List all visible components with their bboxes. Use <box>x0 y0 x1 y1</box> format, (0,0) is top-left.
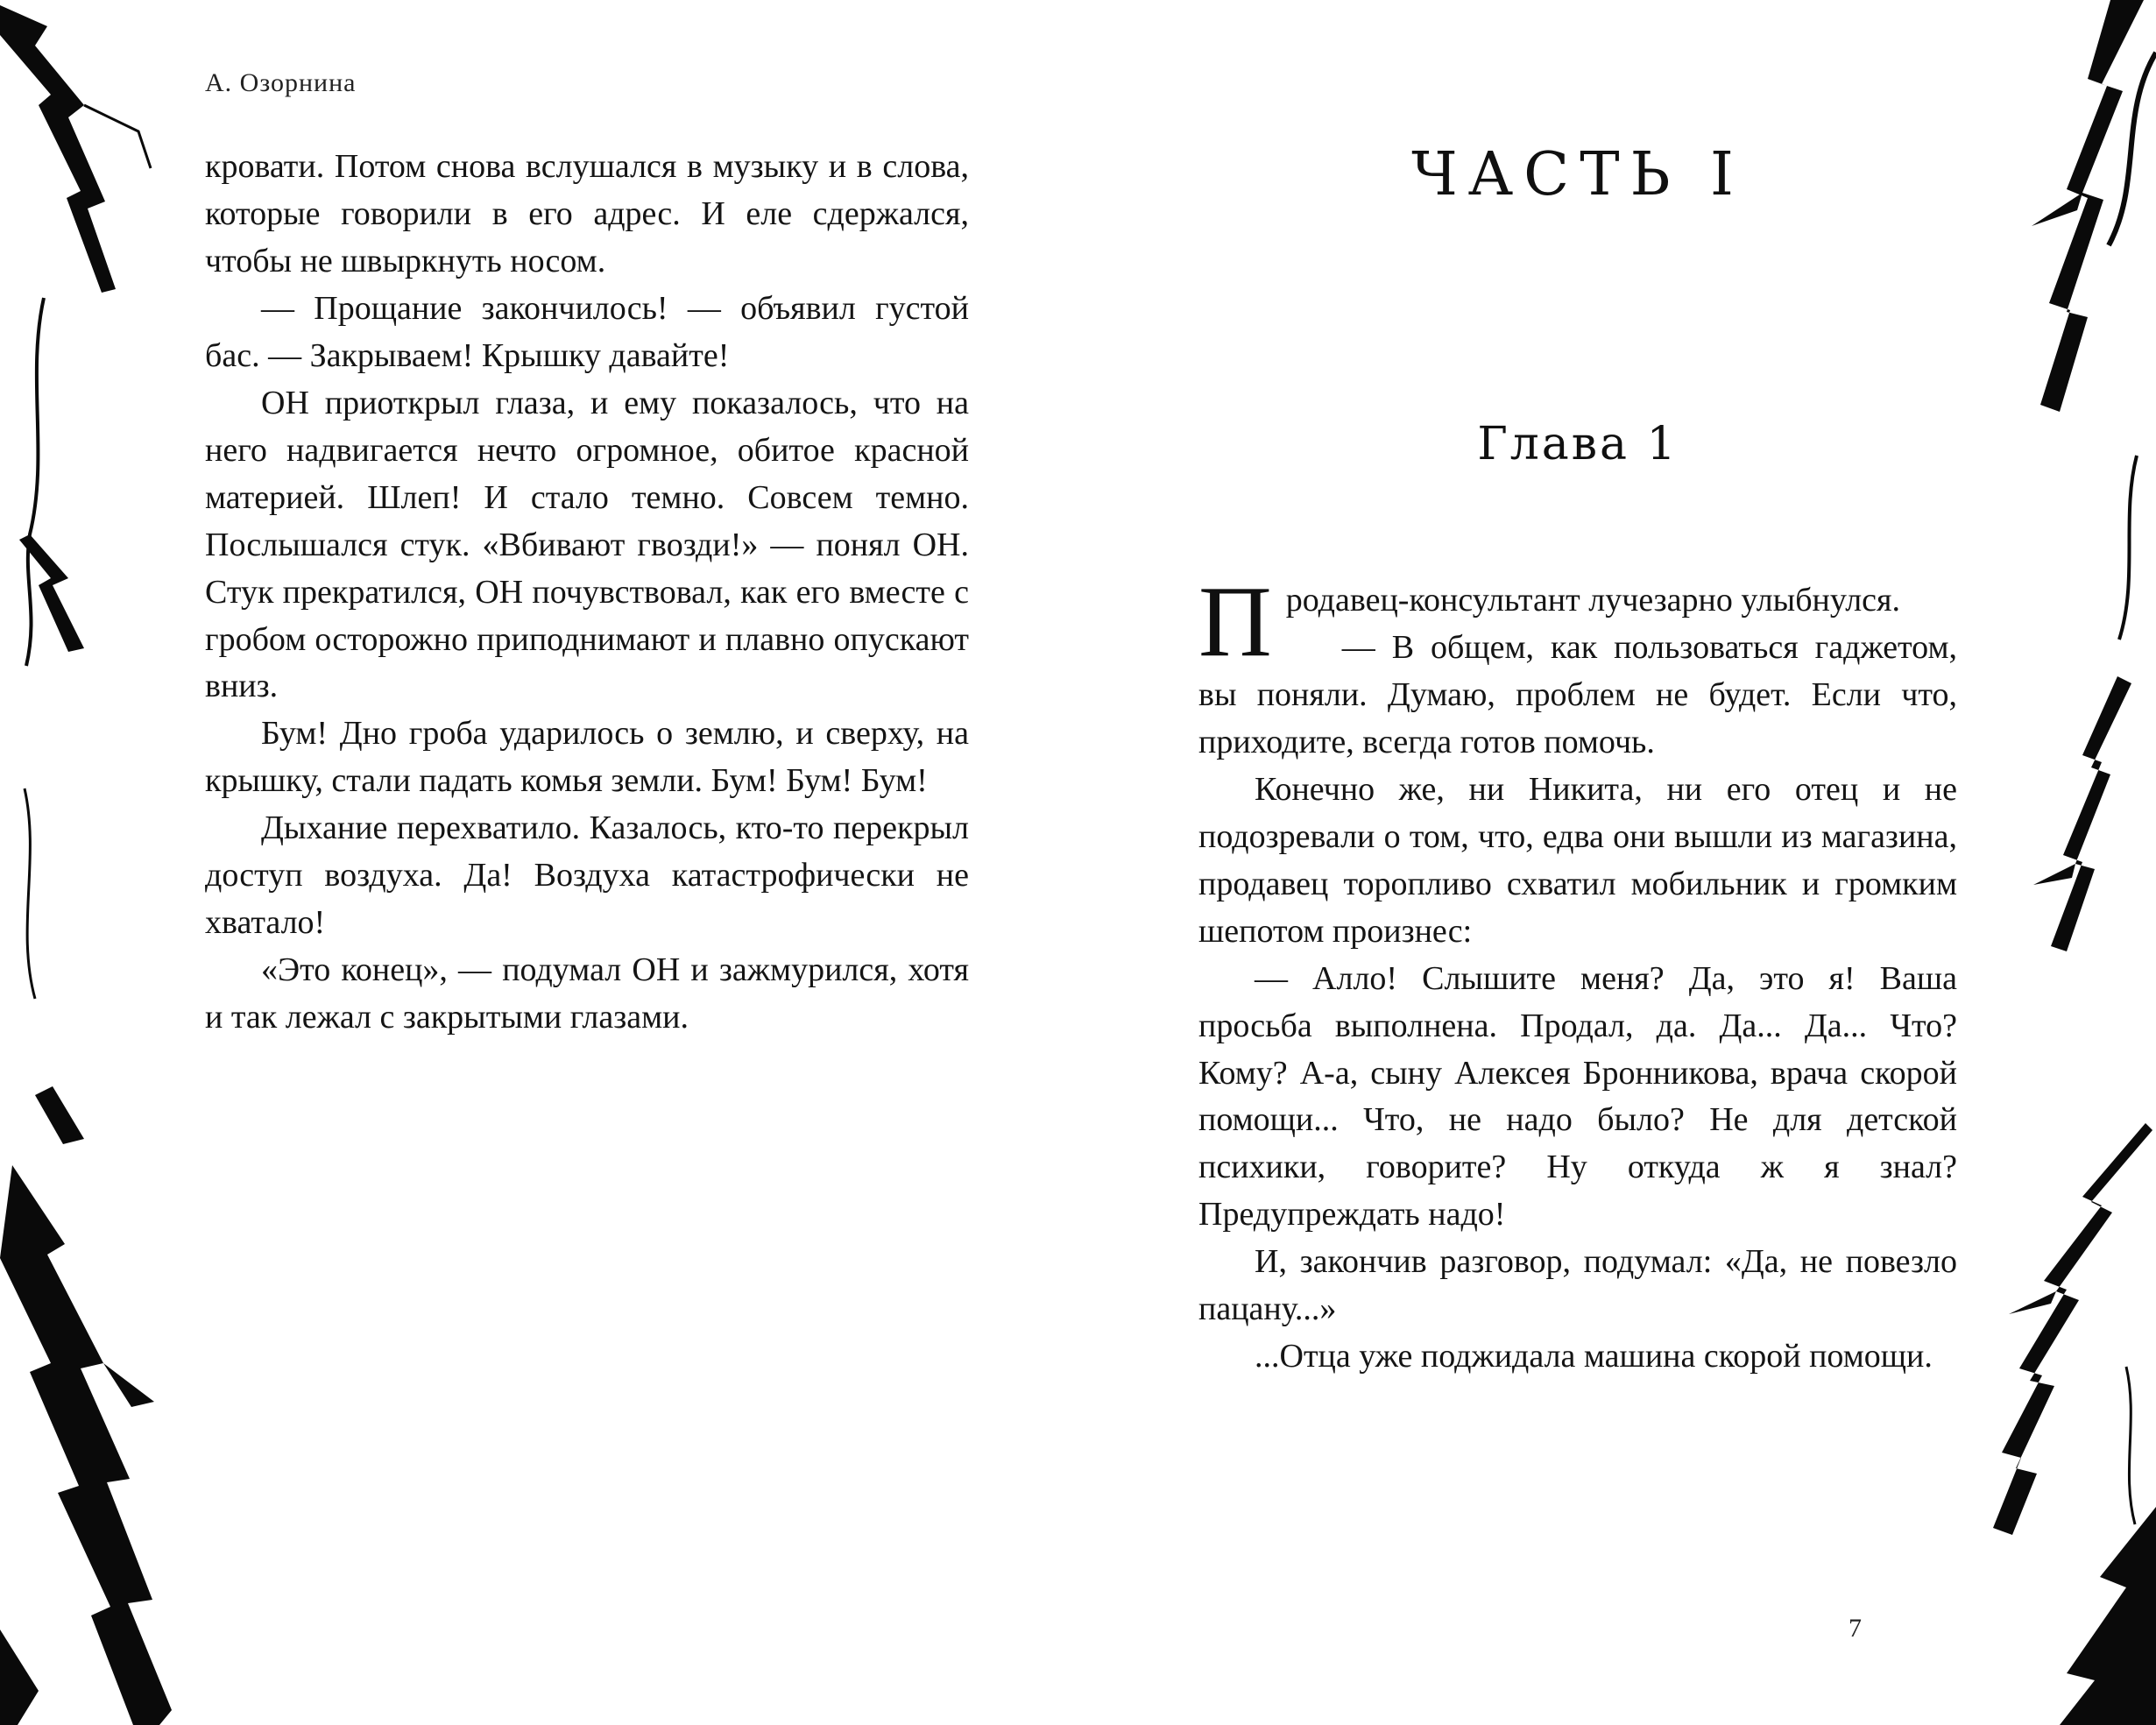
part-title: ЧАСТЬ I <box>1411 140 1744 209</box>
paragraph: ОН приоткрыл глаза, и ему показалось, что на него надвигается нечто огромное, обитое красной материей. Шлеп! И стало темно. Совсем темно. Послышался стук. «Вбивают гвозди!» — понял ОН. Стук прекратился, ОН почувствовал, как его вместе с гробом осторожно приподнимают и плавно опускают вниз. <box>205 384 969 705</box>
left-page <box>205 68 969 1042</box>
page-number: 7 <box>1849 1614 1862 1643</box>
ink-crack-decoration-left <box>0 0 210 1725</box>
opening-text: родавец-консультант лучезарно улыбнулся. <box>1285 582 1900 619</box>
paragraph: кровати. Потом снова вслушался в музыку и в слова, которые говорили в его адрес. И еле сдержался, чтобы не швыркнуть носом. <box>205 148 969 279</box>
paragraph: ...Отца уже поджидала машина скорой помощи. <box>1255 1338 1933 1375</box>
ink-crack-decoration-right <box>1928 0 2156 1725</box>
paragraph: — Прощание закончилось! — объявил густой бас. — Закрываем! Крышку давайте! <box>205 289 969 374</box>
running-head-author: А. Озорнина <box>205 68 357 97</box>
paragraph: «Это конец», — подумал ОН и зажмурился, хотя и так лежал с закрытыми глазами. <box>205 951 969 1036</box>
chapter-title: Глава 1 <box>1477 418 1679 470</box>
paragraph: И, закончив разговор, подумал: «Да, не повезло пацану...» <box>1198 1243 1957 1328</box>
paragraph: Бум! Дно гроба ударилось о землю, и сверху, на крышку, стали падать комья земли. Бум! Бум! Бум! <box>205 715 969 800</box>
paragraph: Дыхание перехватило. Казалось, кто-то перекрыл доступ воздуха. Да! Воздуха катастрофически не хватало! <box>205 809 969 942</box>
paragraph: — В общем, как пользоваться гаджетом, вы поняли. Думаю, проблем не будет. Если что, приходите, всегда готов помочь. <box>1198 628 1957 760</box>
drop-cap: П <box>1198 566 1272 678</box>
paragraph: Конечно же, ни Никита, ни его отец и не подозревали о том, что, едва они вышли из магазина, продавец торопливо схватил мобильник и громким шепотом произнес: <box>1198 770 1957 950</box>
paragraph: — Алло! Слышите меня? Да, это я! Ваша просьба выполнена. Продал, да. Да... Да... Что? Кому? А-а, сыну Алексея Бронникова, врача скорой помощи... Что, не надо было? Не для детской психики, говорите? Ну откуда ж я знал? Предупреждать надо! <box>1198 959 1957 1234</box>
paragraph-opening <box>1198 566 1957 678</box>
right-page-body <box>1198 566 1957 1381</box>
left-page-body <box>205 144 969 1042</box>
right-page <box>1198 140 1957 1381</box>
